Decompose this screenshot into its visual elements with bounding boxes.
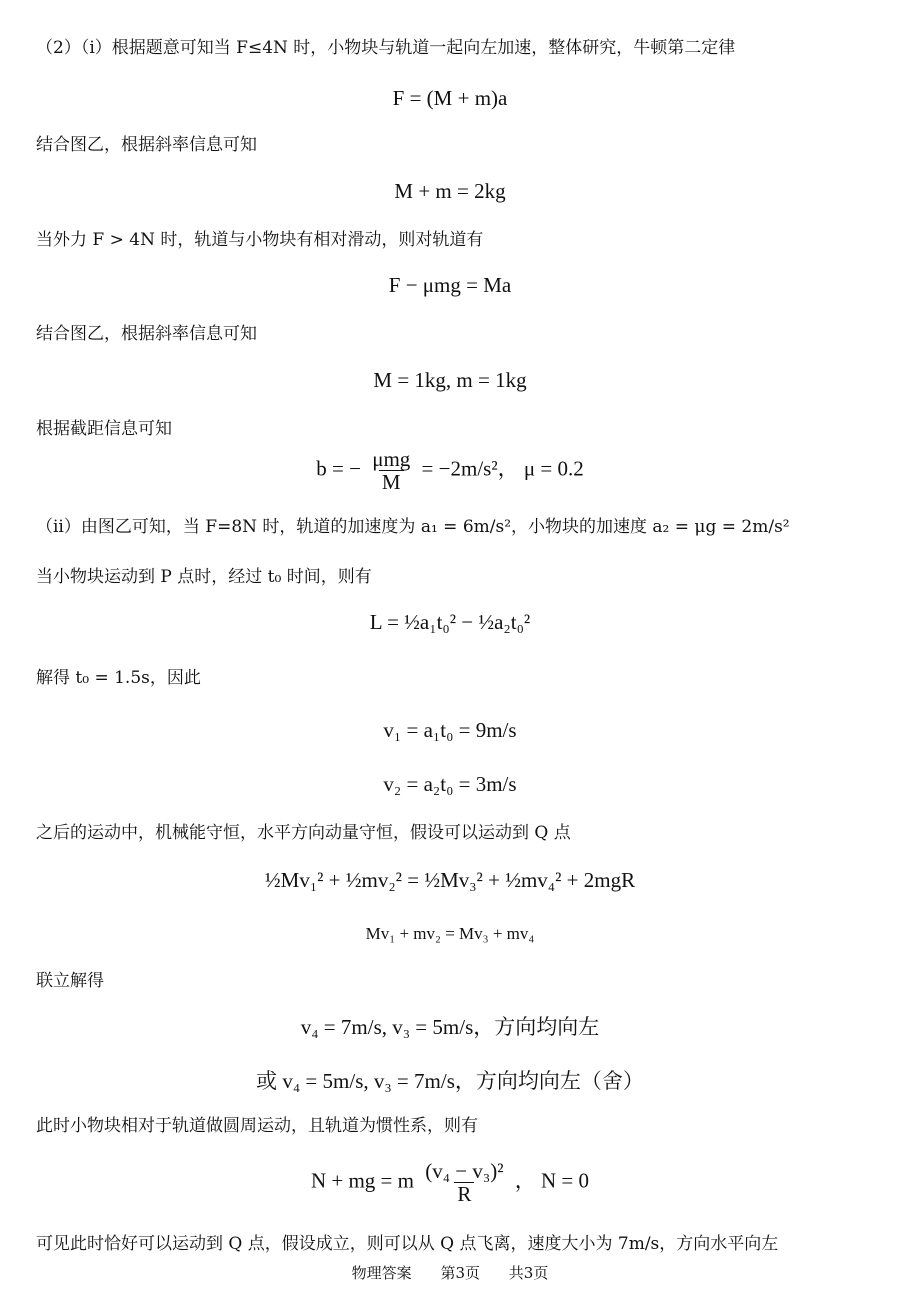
text-line-7: 当小物块运动到 P 点时，经过 t₀ 时间，则有	[36, 567, 372, 587]
text-line-10: 联立解得	[36, 971, 104, 991]
page-footer	[0, 1262, 900, 1283]
equation-2: M + m = 2kg	[394, 179, 506, 203]
text-line-4: 结合图乙，根据斜率信息可知	[36, 324, 257, 344]
equation-9: ½Mv₁² + ½mv₂² = ½Mv₃² + ½mv₄² + 2mgR	[264, 868, 636, 892]
equation-4: M = 1kg, m = 1kg	[373, 368, 527, 392]
equation-13-fraction	[422, 1160, 506, 1205]
equation-13-right: ， N = 0	[514, 1168, 590, 1193]
equation-10: Mv₁ + mv₂ = Mv₃ + mv₄	[365, 924, 535, 943]
text-line-12: 可见此时恰好可以运动到 Q 点，假设成立，则可以从 Q 点飞离，速度大小为 7m/s，方向水平向左	[36, 1234, 779, 1254]
equation-5-right: = −2m/s²， μ = 0.2	[421, 456, 584, 481]
equation-8: v₂ = a₂t₀ = 3m/s	[383, 772, 517, 796]
equation-3: F − μmg = Ma	[388, 273, 512, 297]
text-line-6: （ii）由图乙可知，当 F=8N 时，轨道的加速度为 a₁ = 6m/s²，小物块的加速度 a₂ = μg = 2m/s²	[36, 517, 790, 537]
footer-page-number: 第3页	[440, 1264, 480, 1282]
equation-1: F = (M + m)a	[392, 86, 508, 110]
text-line-5: 根据截距信息可知	[36, 419, 172, 439]
equation-5-fraction	[369, 448, 413, 493]
equation-6: L = ½a₁t₀² − ½a₂t₀²	[369, 610, 531, 634]
equation-11: v₄ = 7m/s, v₃ = 5m/s，方向均向左	[300, 1015, 600, 1039]
equation-13	[0, 1160, 900, 1205]
text-line-8: 解得 t₀ = 1.5s，因此	[36, 668, 201, 688]
footer-subject: 物理答案	[351, 1264, 412, 1282]
equation-5-denominator: M	[379, 470, 404, 493]
equation-13-numerator: (v₄ − v₃)²	[425, 1159, 504, 1183]
text-line-9: 之后的运动中，机械能守恒，水平方向动量守恒，假设可以运动到 Q 点	[36, 823, 571, 843]
equation-13-left: N + mg = m	[310, 1168, 414, 1193]
equation-5-left: b = −	[316, 456, 361, 481]
footer-total-pages: 共3页	[508, 1264, 549, 1282]
text-line-1: （2）（i）根据题意可知当 F≤4N 时，小物块与轨道一起向左加速，整体研究，牛顿第二定律	[36, 38, 736, 58]
text-line-2: 结合图乙，根据斜率信息可知	[36, 135, 257, 155]
text-line-11: 此时小物块相对于轨道做圆周运动，且轨道为惯性系，则有	[36, 1116, 478, 1136]
equation-13-denominator: R	[454, 1182, 474, 1205]
equation-7: v₁ = a₁t₀ = 9m/s	[383, 718, 517, 742]
equation-5-numerator: μmg	[372, 447, 411, 471]
equation-5	[0, 448, 900, 493]
equation-12: 或 v₄ = 5m/s, v₃ = 7m/s，方向均向左（舍）	[256, 1069, 644, 1093]
text-line-3: 当外力 F > 4N 时，轨道与小物块有相对滑动，则对轨道有	[36, 230, 484, 250]
